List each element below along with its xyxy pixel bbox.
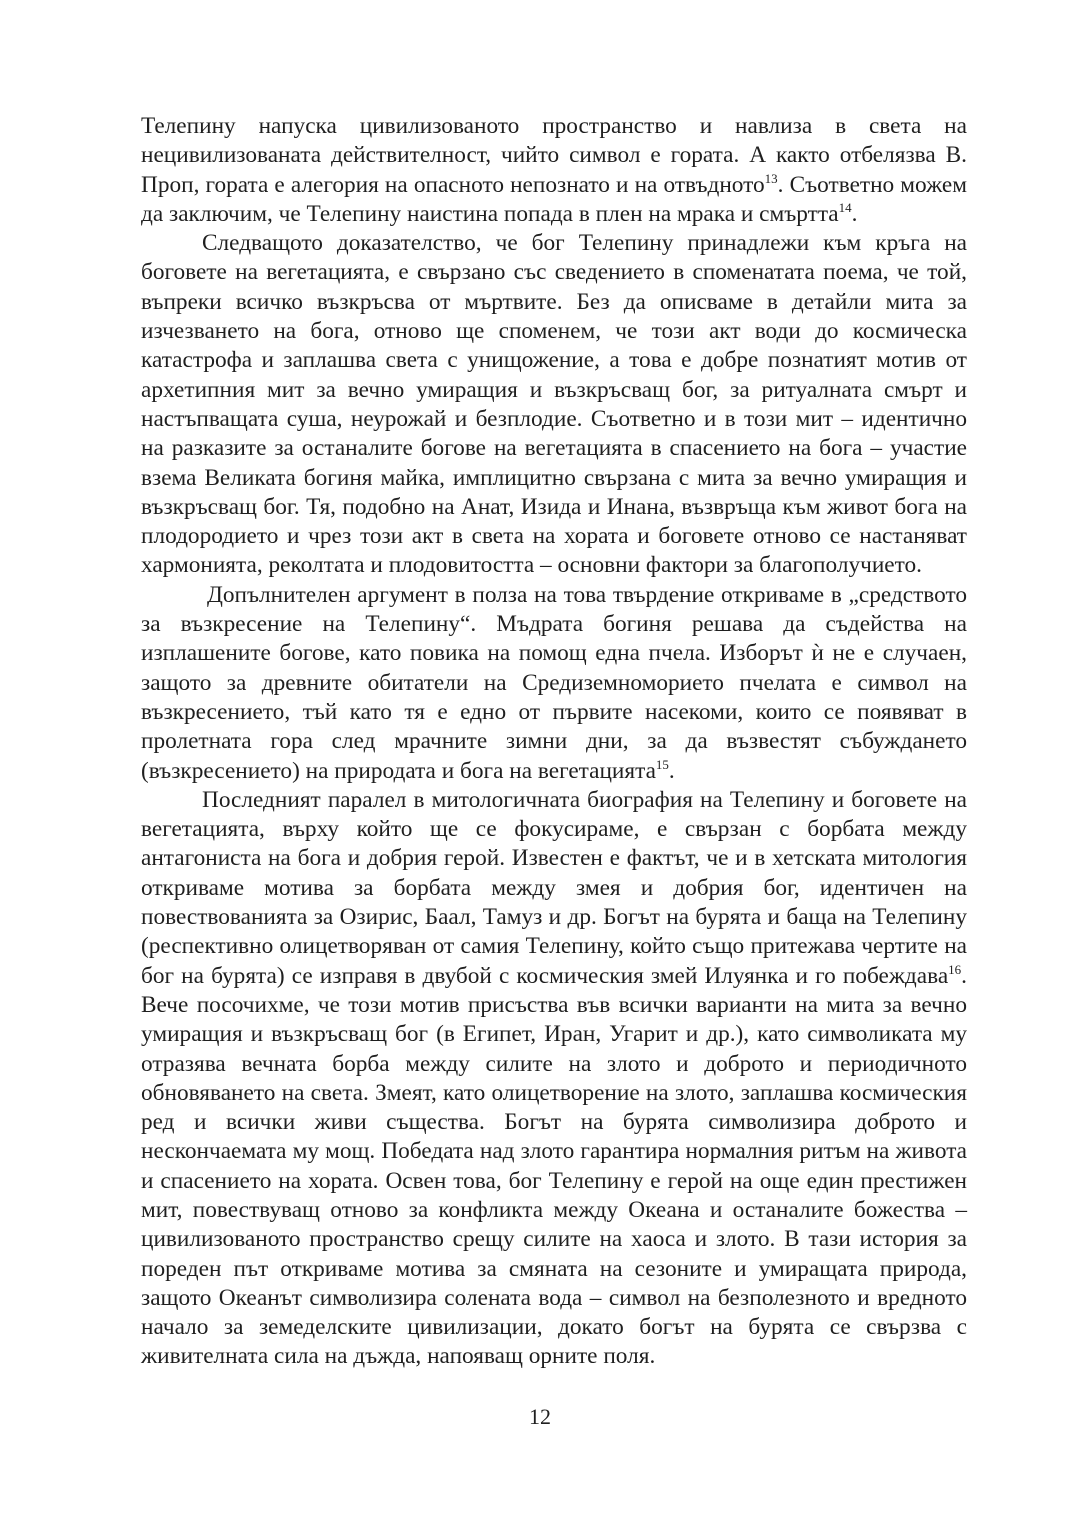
page-number: 12 [529, 1404, 551, 1429]
footnote-ref-16: 16 [948, 961, 962, 977]
document-body [141, 112, 967, 1372]
footnote-ref-14: 14 [838, 199, 852, 215]
paragraph-2-text: Следващото доказателство, че бог Телепину принадлежи към кръга на боговете на вегетацията, е свързано със сведението в споменатата поема, че той, въпреки всичко възкръсва от мъртвите. Без да описваме в детайли мита за изчезването на бога, отново ще споменем, че този акт води до космическа катастрофа и заплашва света с унищожение, а това е добре познатият мотив от архетипния мит за вечно умиращия и възкръсващ бог, за ритуалната смърт и настъпващата суша, неурожай и безплодие. Съответно и в този мит – идентично на разказите за останалите богове на вегетацията в спасението на бога – участие взема Великата богиня майка, имплицитно свързана с мита за вечно умиращия и възкръсващ бог. Тя, подобно на Анат, Изида и Инана, възвръща към живот бога на плодородието и чрез този акт в света на хората и боговете отново се настаняват хармонията, реколтата и плодовитостта – основни фактори за благополучието. [141, 230, 967, 579]
paragraph-1 [141, 112, 967, 229]
paragraph-1-text-3: . [851, 200, 858, 227]
paragraph-1-text-2: . Съответно можем да заключим, че Телепину наистина попада в плен на мрака и смъртта [141, 171, 967, 227]
footnote-ref-13: 13 [764, 170, 778, 186]
paragraph-4-text-1: Последният паралел в митологичната биография на Телепину и боговете на вегетацията, върху който ще се фокусираме, е свързан с борбата между антагониста на бога и добрия герой. Известен е фактът, че и в хетската митология откриваме мотива за борбата между змея и добрия бог, идентичен на повествованията за Озирис, Баал, Тамуз и др. Богът на бурята и баща на Телепину (респективно олицетворяван от самия Телепину, който също притежава чертите на бог на бурята) се изправя в двубой с космическия змей Илуянка и го побеждава [141, 786, 967, 989]
footnote-ref-15: 15 [655, 756, 669, 772]
paragraph-3 [141, 581, 967, 786]
paragraph-3-text-1: Допълнителен аргумент в полза на това твърдение откриваме в „средството за възкресение на Телепину“. Мъдрата богиня решава да съдейства на изплашените богове, като повика на помощ една пчела. Изборът ѝ не е случаен, защото за древните обитатели на Средиземноморието пчелата е символ на възкресението, тъй като тя е едно от първите насекоми, които се появяват в пролетната гора след мрачните зимни дни, за да възвестят събуждането (възкресението) на природата и бога на вегетацията [141, 581, 967, 784]
paragraph-2 [141, 229, 967, 581]
paragraph-4 [141, 786, 967, 1372]
paragraph-3-text-2: . [668, 757, 675, 784]
paragraph-1-text-1: Телепину напуска цивилизованото пространство и навлиза в света на нецивилизованата действителност, чийто символ е гората. А както отбелязва В. Проп, гората е алегория на опасното непознато и на отвъдното [141, 113, 967, 198]
paragraph-4-text-2: . Вече посочихме, че този мотив присъства във всички варианти на мита за вечно умиращия и възкръсващ бог (в Египет, Иран, Угарит и др.), като символиката му отразява вечната борба между силите на злото и доброто и периодичното обновяването на света. Змеят, като олицетворение на злото, заплашва космическия ред и всички живи същества. Богът на бурята символизира доброто и нескончаемата му мощ. Победата над злото гарантира нормалния ритъм на живота и спасението на хората. Освен това, бог Телепину е герой на още един престижен мит, повествуващ отново за конфликта между Океана и останалите божества – цивилизованото пространство срещу силите на хаоса и злото. В тази история за пореден път откриваме мотива за смяната на сезоните и умиращата природа, защото Океанът символизира солената вода – символ на безполезното и вредното начало за земеделските цивилизации, докато богът на бурята се свързва с живителната сила на дъжда, напояващ орните поля. [141, 962, 967, 1370]
